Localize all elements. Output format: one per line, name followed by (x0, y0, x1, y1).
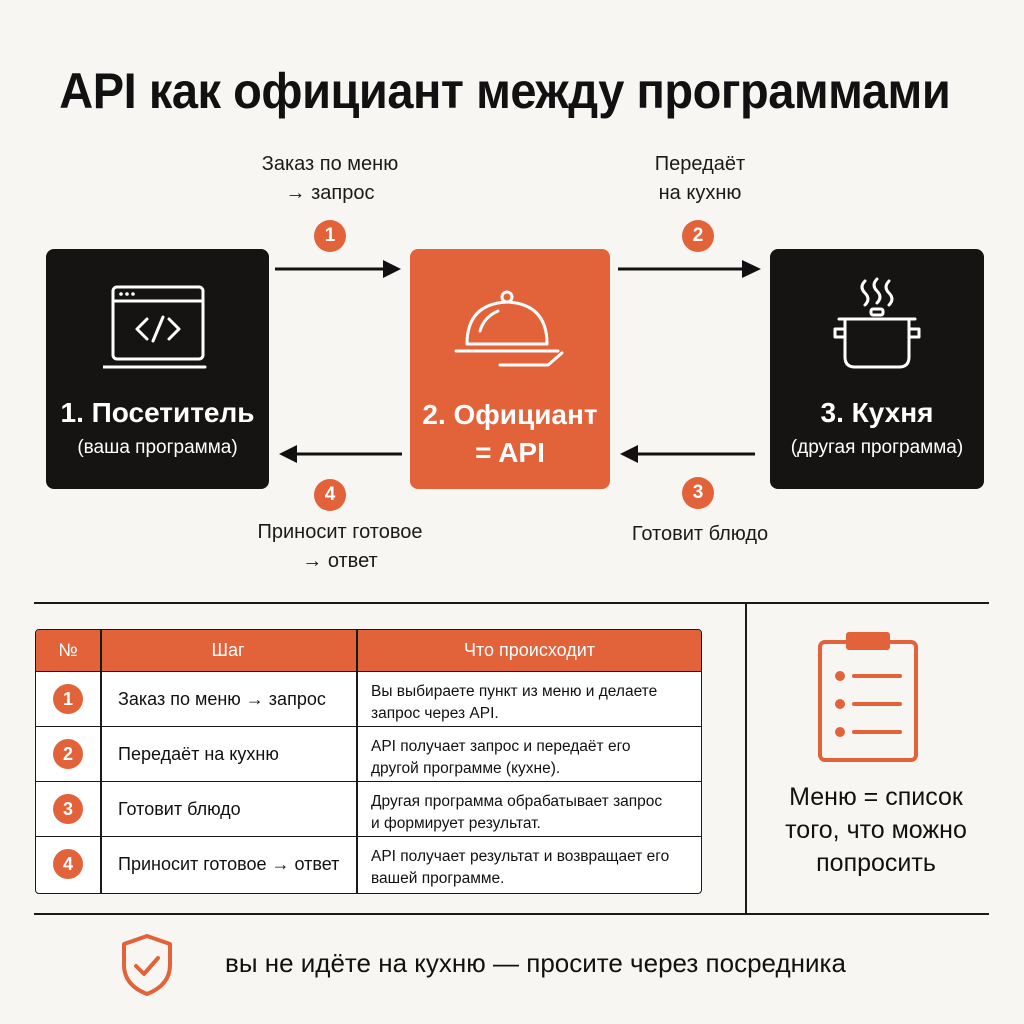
table-row (36, 726, 701, 781)
row-step: Передаёт на кухню (118, 743, 279, 764)
kitchen-node (770, 249, 984, 489)
arrow-left-4 (277, 443, 402, 465)
row-num-badge: 3 (53, 794, 83, 824)
arrow-left-3 (618, 443, 755, 465)
row-step: Приносит готовое → ответ (118, 853, 340, 874)
step-4-label: Приносит готовое → ответ (257, 521, 423, 572)
waiter-title-line1: 2. Официант (422, 399, 598, 430)
row-num-badge: 2 (53, 739, 83, 769)
page-title: API как официант между программами (59, 63, 951, 119)
table-row (36, 836, 701, 891)
row-desc: API получает запрос и передаёт его другой программе (кухне). (371, 738, 631, 777)
divider-bottom (34, 913, 989, 915)
row-desc: Вы выбираете пункт из меню и делаете запрос через API. (371, 683, 658, 722)
step-3-badge: 3 (682, 477, 714, 509)
arrow-right-2 (618, 258, 763, 280)
cloche-icon (450, 289, 570, 375)
cooking-pot-icon (827, 275, 927, 375)
kitchen-title: 3. Кухня (820, 397, 934, 428)
steps-table (35, 629, 702, 894)
visitor-node (46, 249, 269, 489)
waiter-node (410, 249, 610, 489)
column-divider (356, 630, 358, 893)
divider-vertical (745, 602, 747, 914)
row-step: Заказ по меню → запрос (118, 688, 326, 709)
step-2-badge: 2 (682, 220, 714, 252)
row-num-badge: 4 (53, 849, 83, 879)
arrow-right-1 (275, 258, 403, 280)
clipboard-list-icon (816, 630, 920, 764)
header-desc: Что происходит (463, 640, 596, 660)
kitchen-subtitle: (другая программа) (790, 437, 964, 458)
step-1-badge: 1 (314, 220, 346, 252)
code-window-icon (103, 283, 213, 375)
shield-check-icon (120, 933, 174, 997)
row-step: Готовит блюдо (118, 798, 241, 819)
visitor-subtitle: (ваша программа) (77, 437, 238, 458)
header-num: № (58, 640, 78, 660)
footer-note: вы не идёте на кухню — просите через посредника (225, 948, 846, 978)
step-1-label: Заказ по меню → запрос (261, 153, 399, 204)
header-step: Шаг (211, 640, 245, 660)
table-row (36, 671, 701, 726)
divider-top (34, 602, 989, 604)
step-4-badge: 4 (314, 479, 346, 511)
row-desc: API получает результат и возвращает его вашей программе. (371, 848, 670, 887)
column-divider (100, 630, 102, 893)
step-2-label: Передаёт на кухню (654, 153, 746, 204)
waiter-title-line2: = API (475, 437, 545, 468)
menu-note: Меню = список того, что можно попросить (785, 783, 967, 877)
step-3-label: Готовит блюдо (631, 523, 769, 545)
table-row (36, 781, 701, 836)
table-header (36, 630, 701, 671)
row-desc: Другая программа обрабатывает запрос и формирует результат. (371, 793, 663, 832)
visitor-title: 1. Посетитель (60, 397, 255, 428)
row-num-badge: 1 (53, 684, 83, 714)
